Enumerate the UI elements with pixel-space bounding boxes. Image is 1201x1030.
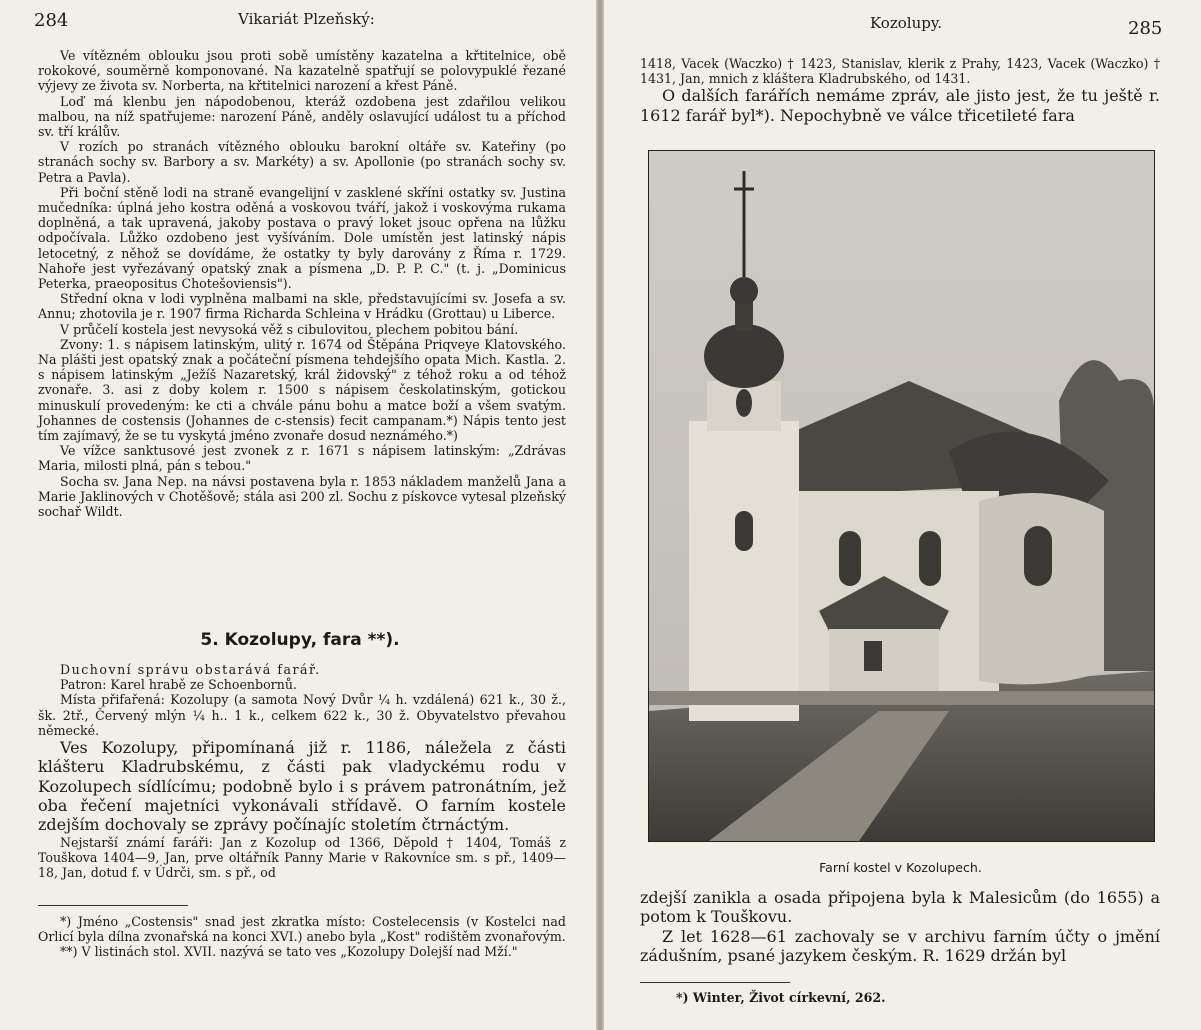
paragraph: Ve vížce sanktusové jest zvonek z r. 1671 s nápisem latinským: „Zdrávas Maria, milosti plná, pán s tebou." xyxy=(38,443,566,474)
paragraph: Zvony: 1. s nápisem latinským, ulitý r. 1674 od Štěpána Priqveye Klatovského. Na plášti jest opatský znak a počáteční písmena tehdejšího opata Mich. Kastla. 2. s nápisem latinským „Ježíš Nazaretský, král židovský" z téhož roku a od téhož zvonaře. 3. asi z doby kolem r. 1500 s nápisem českolatinským, gotickou minuskulí provedeným: ke cti a chvále pánu bohu a matce boží a všem svatým. Johannes de costensis (Johannes de c-stensis) fecit campanam.*) Nápis tento jest tím zajímavý, že se tu vyskytá jméno zvonaře dosud neznámého.*) xyxy=(38,336,566,444)
paragraph: 1418, Vacek (Waczko) † 1423, Stanislav, klerik z Prahy, 1423, Vacek (Waczko) † 1431, Jan, mnich z kláštera Kladrubského, od 1431. xyxy=(640,56,1160,87)
paragraph: V rozích po stranách vítězného oblouku barokní oltáře sv. Kateřiny (po stranách sochy sv. Barbory a sv. Markéty) a sv. Apollonie (po stranách sochy sv. Petra a Pavla). xyxy=(38,139,566,185)
right-page xyxy=(604,0,1201,1030)
gutter xyxy=(596,0,604,1030)
paragraph: Duchovní správu obstarává farář. xyxy=(60,662,321,677)
paragraph-large: zdejší zanikla a osada připojena byla k Malesicům (do 1655) a potom k Touškovu. xyxy=(640,888,1160,927)
paragraph: Socha sv. Jana Nep. na návsi postavena byla r. 1853 nákladem manželů Jana a Marie Jaklinových v Chotěšově; stála asi 200 zl. Sochu z pískovce vytesal plzeňský sochař Wildt. xyxy=(38,473,566,520)
footnote-rule xyxy=(640,982,790,983)
page-number-left: 284 xyxy=(34,10,69,31)
footnote-right: *) Winter, Život církevní, 262. xyxy=(676,990,886,1005)
left-body-bottom xyxy=(38,662,566,880)
church-photo xyxy=(648,150,1155,842)
section-title: 5. Kozolupy, fara **). xyxy=(200,630,400,650)
church-photo-illustration xyxy=(649,151,1154,841)
paragraph: Ve vítězném oblouku jsou proti sobě umístěny kazatelna a křtitelnice, obě rokokové, souměrně komponované. Na kazatelně spatřují se polovypuklé řezané výjevy ze života sv. Norberta, na křtitelnici narození a křest Páně. xyxy=(38,48,566,94)
paragraph: Při boční stěně lodi na straně evangelijní v zasklené skříni ostatky sv. Justina mučedníka: úplná jeho kostra oděná a voskovou tváří, jakož i voskovýma rukama doplněná, a tak upravená, jakoby postava o pravý loket jsouc opřena na lůžku odpočívala. Lůžko ozdobeno jest vyšíváním. Dole umístěn jest latinský nápis letocetný, z něhož se dovídáme, že ostatky ty byly darovány z Říma r. 1729. Nahoře jest vyřezávaný opatský znak a písmena „D. P. P. C." (t. j. „Dominicus Peterka, praeopositus Chotešoviensis"). xyxy=(38,184,566,292)
paragraph: Střední okna v lodi vyplněna malbami na skle, představujícími sv. Josefa a sv. Annu; zhotovila je r. 1907 firma Richarda Schleina v Hrádku (Grottau) u Liberce. xyxy=(38,291,566,322)
footnote: *) Jméno „Costensis" snad jest zkratka místo: Costelecensis (v Kostelci nad Orlicí byla dílna zvonařská na konci XVI.) anebo byla „Kost" rodištěm zvonařovým. xyxy=(38,914,566,945)
footnotes-left xyxy=(38,914,566,960)
left-page xyxy=(0,0,596,1030)
left-body-top xyxy=(38,48,566,519)
right-body-bottom xyxy=(640,888,1160,965)
paragraph-large: Ves Kozolupy, připomínaná již r. 1186, náležela z části klášteru Kladrubskému, z části pak vladyckému rodu v Kozolupech sídlícímu; podobně bylo i s právem patronátním, jež oba řečení majetníci vykonávali střídavě. O farním kostele zdejším dochovaly se zprávy počínajíc stoletím čtrnáctým. xyxy=(38,738,566,835)
paragraph-large: O dalších farářích nemáme zpráv, ale jisto jest, že tu ještě r. 1612 farář byl*). Nepochybně ve válce třicetileté fara xyxy=(640,86,1160,125)
paragraph: Patron: Karel hrabě ze Schoenbornů. xyxy=(60,677,297,693)
paragraph: Místa přifařená: Kozolupy (a samota Nový Dvůr ¼ h. vzdálená) 621 k., 30 ž., šk. 2tř., Červený mlýn ¼ h.. 1 k., celkem 622 k., 30 ž. Obyvatelstvo převahou německé. xyxy=(38,692,566,738)
page-number-right: 285 xyxy=(1128,18,1163,39)
running-head-left: Vikariát Plzeňský: xyxy=(238,10,375,28)
paragraph: V průčelí kostela jest nevysoká věž s cibulovitou, plechem pobitou bání. xyxy=(60,321,519,337)
paragraph: Loď má klenbu jen nápodobenou, kteráž ozdobena jest zdařilou velikou malbou, na níž spatřujeme: narození Páně, anděly oslavující událost tu a příchod sv. tří králův. xyxy=(38,93,566,140)
right-body-top xyxy=(640,56,1160,125)
footnote-rule xyxy=(38,905,188,906)
paragraph-large: Z let 1628—61 zachovaly se v archivu farním účty o jmění zádušním, psané jazykem českým. R. 1629 držán byl xyxy=(640,926,1160,965)
paragraph: Nejstarší známí faráři: Jan z Kozolup od 1366, Děpold † 1404, Tomáš z Touškova 1404—9, Jan, prve oltářník Panny Marie v Rakovníce sm. s př., 1409—18, Jan, dotud f. v Údrči, sm. s př., od xyxy=(38,834,566,880)
photo-caption: Farní kostel v Kozolupech. xyxy=(819,860,982,875)
footnote: **) V listinách stol. XVII. nazývá se tato ves „Kozolupy Dolejší nad Mží." xyxy=(60,944,518,960)
running-head-right: Kozolupy. xyxy=(870,14,943,32)
